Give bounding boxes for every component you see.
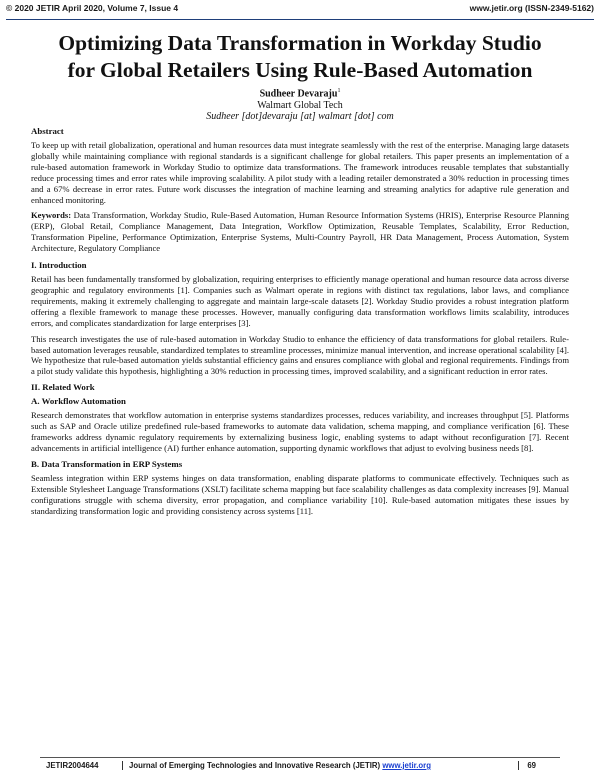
- keywords-label: Keywords:: [31, 210, 72, 221]
- title-line-2: for Global Retailers Using Rule-Based Automation: [67, 58, 533, 82]
- workflow-automation-text: Research demonstrates that workflow automation in enterprise systems standardizes processes, reduces variability, and increases throughput [5]. Platforms such as SAP and Oracle utilize predefined rule-based frameworks to automate data validation, schema mapping, and compliance verification [6]. These frameworks address dynamic regulatory requirements by externalizing business logic, enabling systems to adapt without reconfiguration [7]. Recent advancements in artificial intelligence (AI) further enhance automation, supporting dynamic workflows that adjust to evolving business needs [8].: [31, 410, 569, 453]
- author-affiliation: Walmart Global Tech: [257, 99, 343, 111]
- introduction-paragraph-1: Retail has been fundamentally transformed by globalization, requiring enterprises to efficiently manage operational and human resource data across diverse geographic and regulatory environments [1]. Companies such as Walmart operate in regions with distinct tax regulations, labor laws, and compliance requirements, making it extremely challenging to aggregate and maintain large-scale datasets [2]. Workday Studio provides a robust integration platform offering a flexible framework to manage these processes. However, manually configuring data transformation workflows limits scalability, introduces errors, and complicates standardization for large enterprises [3].: [31, 274, 569, 328]
- running-footer: [40, 761, 560, 773]
- workflow-automation-heading: A. Workflow Automation: [31, 396, 126, 407]
- paper-body: [31, 126, 569, 521]
- header-rule: [6, 19, 594, 20]
- data-transformation-erp-heading: B. Data Transformation in ERP Systems: [31, 458, 183, 469]
- author-block: [0, 86, 600, 123]
- abstract-text: To keep up with retail globalization, operational and human resources data must integrate seamlessly with the rest of the enterprise. Managing large datasets globally while maintaining compliance with regional standards is a significant challenge for global retailers. This paper presents an implementation of a rule-based automation framework in Workday Studio to optimize data transformations. The framework introduces reusable templates that substantially reduce processing times and error rates while improving scalability. A pilot study with a leading retailer demonstrated a 30% reduction in processing times and a 67% decrease in error rates. Future work discusses the integration of machine learning and streaming analytics for adaptive rule generation and enhanced monitoring.: [31, 140, 569, 205]
- running-header: [6, 3, 594, 15]
- author-superscript: 1: [337, 88, 341, 94]
- footer-page-number: 69: [518, 761, 536, 770]
- introduction-paragraph-2: This research investigates the use of rule-based automation in Workday Studio to enhance the efficiency of data transformations for global retailers. Rule-based automation leverages reusable, standardized templates to streamline processes, minimize manual intervention, and increase operational scalability [4]. We hypothesize that rule-based automation yields substantial efficiency gains and ensures compliance with global and regional requirements. Findings from a pilot study validate this hypothesis, highlighting a 30% reduction in processing times, improved scalability, and a significant reduction in error rates.: [31, 333, 569, 377]
- abstract-heading: Abstract: [31, 126, 64, 136]
- footer-paper-code: JETIR2004644: [46, 761, 99, 770]
- related-work-heading: II. Related Work: [31, 382, 95, 393]
- paper-title: [20, 30, 580, 84]
- keywords-text: Data Transformation, Workday Studio, Rule-Based Automation, Human Resource Information Systems (HRIS), Enterprise Resource Planning (ERP), Global Retail, Compliance Management, Data Integration, Workflow Optimization, Reusable Templates, Scalability, Error Reduction, Transformation Pipeline, Performance Optimization, Enterprise Systems, Multi-Country Payroll, HR Data Management, Process Automation, System Architecture, Regulatory Compliance: [31, 210, 569, 254]
- footer-journal: [122, 761, 431, 770]
- data-transformation-erp-text: Seamless integration within ERP systems hinges on data transformation, enabling disparate platforms to communicate effectively. Techniques such as Extensible Stylesheet Language Transformations (XSLT) facilitate schema mapping but face scalability challenges as data complexity increases [9]. Manual configurations struggle with schema diversity, error propagation, and compliance variability [10]. Rule-based automation mitigates these issues by standardizing transformation logic and providing consistency across systems [11].: [31, 472, 569, 516]
- footer-journal-link[interactable]: www.jetir.org: [382, 761, 431, 770]
- keywords-paragraph: [31, 210, 569, 254]
- author-email: Sudheer [dot]devaraju [at] walmart [dot] com: [206, 111, 394, 123]
- footer-journal-name: Journal of Emerging Technologies and Innovative Research (JETIR): [129, 761, 383, 770]
- footer-rule: [40, 757, 560, 758]
- author-name: Sudheer Devaraju: [259, 88, 338, 100]
- header-journal-issue: © 2020 JETIR April 2020, Volume 7, Issue 4: [6, 3, 179, 13]
- introduction-heading: I. Introduction: [31, 260, 87, 271]
- title-line-1: Optimizing Data Transformation in Workday Studio: [58, 31, 542, 55]
- header-website-issn: www.jetir.org (ISSN-2349-5162): [469, 3, 594, 13]
